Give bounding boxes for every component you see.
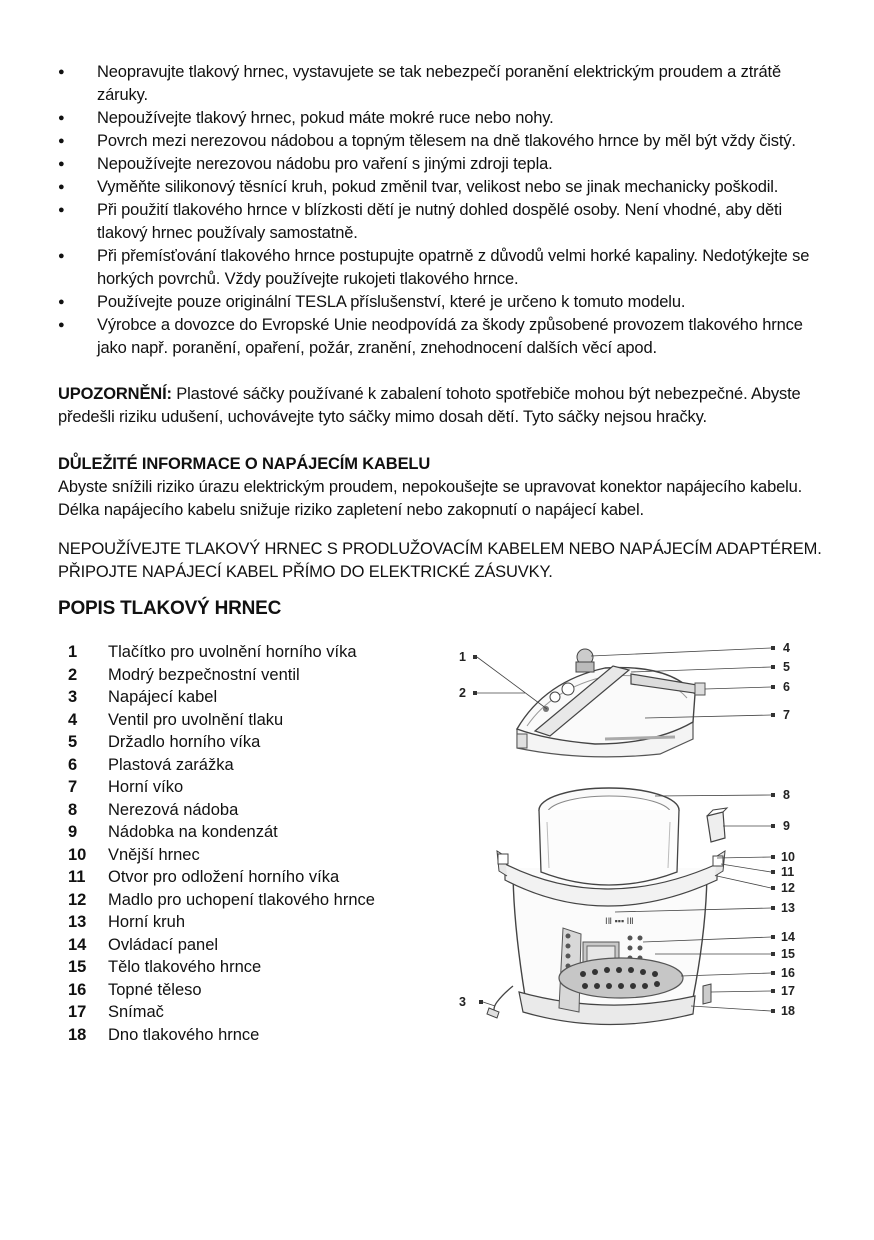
part-row xyxy=(68,866,428,889)
svg-text:ⅠⅡ ▪▪▪ ⅠⅡ: ⅠⅡ ▪▪▪ ⅠⅡ xyxy=(605,916,634,926)
warning-paragraph xyxy=(58,383,828,429)
part-label: Horní víko xyxy=(108,778,184,796)
part-label: Tělo tlakového hrnce xyxy=(108,958,262,976)
warning-text: Plastové sáčky používané k zabalení tohoto spotřebiče mohou být nebezpečné. Abyste předešli riziku udušení, uchovávejte tyto sáčky mimo dosah dětí. Tyto sáčky nejsou hračky. xyxy=(58,385,801,426)
pressure-cooker-diagram xyxy=(455,636,805,1051)
bullet-item: ● Při použití tlakového hrnce v blízkosti dětí je nutný dohled dospělé osoby. Není vhodné, aby děti tlakový hrnec používaly samostatně. xyxy=(58,199,828,245)
part-label: Topné těleso xyxy=(108,980,202,999)
part-number: 2 xyxy=(68,665,78,684)
callout-number: 11 xyxy=(781,865,795,879)
callout-number: 1 xyxy=(459,650,466,664)
bullet-item: ● Neopravujte tlakový hrnec, vystavujete se tak nebezpečí poranění elektrickým proudem a ztrátě záruky. xyxy=(58,61,828,107)
part-row xyxy=(68,776,428,799)
bullet-item: ● Používejte pouze originální TESLA příslušenství, které je určeno k tomuto modelu. xyxy=(58,291,828,314)
part-row xyxy=(68,731,428,754)
part-number: 4 xyxy=(68,710,78,729)
part-number: 8 xyxy=(68,800,78,819)
callout-number: 18 xyxy=(781,1004,795,1018)
caps-notice: NEPOUŽÍVEJTE TLAKOVÝ HRNEC S PRODLUŽOVACÍM KABELEM NEBO NAPÁJECÍM ADAPTÉREM. PŘIPOJTE NAPÁJECÍ KABEL PŘÍMO DO ELEKTRICKÉ ZÁSUVKY. xyxy=(58,540,822,581)
callout-number: 13 xyxy=(781,901,795,915)
power-cable-text: Abyste snížili riziko úrazu elektrickým proudem, nepokoušejte se upravovat konektor napájecího kabelu. Délka napájecího kabelu snižuje riziko zapletení nebo zakopnutí o napájecí kabel. xyxy=(58,478,803,519)
part-row xyxy=(68,664,428,687)
part-number: 17 xyxy=(68,1003,87,1021)
part-row xyxy=(68,979,428,1002)
part-row xyxy=(68,754,428,777)
part-row xyxy=(68,709,428,732)
callout-number: 2 xyxy=(459,686,466,700)
part-label: Horní kruh xyxy=(108,913,186,931)
callout-number: 8 xyxy=(783,788,790,802)
parts-list xyxy=(68,641,428,1046)
callout-number: 14 xyxy=(781,930,795,944)
bullet-item: ● Při přemísťování tlakového hrnce postupujte opatrně z důvodů velmi horké kapaliny. Nedotýkejte se horkých povrchů. Vždy používejte rukojeti tlakového hrnce. xyxy=(58,245,828,291)
part-number: 5 xyxy=(68,733,78,751)
safety-bullet-list xyxy=(58,61,828,360)
callout-number: 3 xyxy=(459,995,466,1009)
part-number: 12 xyxy=(68,890,87,909)
part-row xyxy=(68,934,428,957)
callout-number: 9 xyxy=(783,819,790,833)
part-number: 14 xyxy=(68,935,87,954)
bullet-item: ● Nepoužívejte nerezovou nádobu pro vaření s jinými zdroji tepla. xyxy=(58,153,828,176)
callout-number: 7 xyxy=(783,708,790,722)
callout-number: 4 xyxy=(783,641,790,655)
part-row xyxy=(68,641,428,664)
part-row xyxy=(68,799,428,822)
part-number: 13 xyxy=(68,913,87,931)
part-label: Otvor pro odložení horního víka xyxy=(108,868,340,886)
part-number: 7 xyxy=(68,778,78,796)
part-label: Nerezová nádoba xyxy=(108,800,239,819)
part-row xyxy=(68,1001,428,1024)
part-label: Snímač xyxy=(108,1003,164,1021)
part-number: 16 xyxy=(68,980,87,999)
part-label: Držadlo horního víka xyxy=(108,733,261,751)
part-row xyxy=(68,956,428,979)
part-label: Tlačítko pro uvolnění horního víka xyxy=(108,643,357,661)
part-number: 10 xyxy=(68,845,87,864)
bullet-item: ● Nepoužívejte tlakový hrnec, pokud máte mokré ruce nebo nohy. xyxy=(58,107,828,130)
part-number: 18 xyxy=(68,1025,87,1044)
pot-illustration xyxy=(487,788,725,1025)
part-label: Plastová zarážka xyxy=(108,755,234,774)
part-label: Ventil pro uvolnění tlaku xyxy=(108,710,284,729)
condensate-cup-illustration xyxy=(707,808,727,842)
callout-number: 15 xyxy=(781,947,795,961)
bullet-item: ● Vyměňte silikonový těsnící kruh, pokud změnil tvar, velikost nebo se jinak mechanicky poškodil. xyxy=(58,176,828,199)
part-label: Napájecí kabel xyxy=(108,688,218,706)
bullet-item: ● Výrobce a dovozce do Evropské Unie neodpovídá za škody způsobené provozem tlakového hrnce jako např. poranění, opaření, požár, zranění, znehodnocení dalších věcí apod. xyxy=(58,314,828,360)
part-row xyxy=(68,821,428,844)
part-row xyxy=(68,911,428,934)
part-number: 9 xyxy=(68,823,78,841)
callout-number: 17 xyxy=(781,984,795,998)
section-title: POPIS TLAKOVÝ HRNEC xyxy=(58,598,282,619)
callout-number: 6 xyxy=(783,680,790,694)
lid-illustration xyxy=(517,649,705,757)
part-label: Vnější hrnec xyxy=(108,845,200,864)
part-label: Dno tlakového hrnce xyxy=(108,1025,260,1044)
part-row xyxy=(68,686,428,709)
part-row xyxy=(68,844,428,867)
power-cable-heading: DŮLEŽITÉ INFORMACE O NAPÁJECÍM KABELU xyxy=(58,455,431,473)
bullet-item: ● Povrch mezi nerezovou nádobou a topným tělesem na dně tlakového hrnce by měl být vždy čistý. xyxy=(58,130,828,153)
part-number: 15 xyxy=(68,958,87,976)
part-row xyxy=(68,1024,428,1047)
callout-number: 5 xyxy=(783,660,790,674)
callout-number: 10 xyxy=(781,850,795,864)
part-label: Nádobka na kondenzát xyxy=(108,823,278,841)
callout-number: 12 xyxy=(781,881,795,895)
part-number: 6 xyxy=(68,755,78,774)
warning-label: UPOZORNĚNÍ: xyxy=(58,385,172,403)
part-number: 11 xyxy=(68,868,86,886)
callout-number: 16 xyxy=(781,966,795,980)
part-label: Madlo pro uchopení tlakového hrnce xyxy=(108,890,375,909)
power-cable-info xyxy=(58,453,828,522)
part-number: 3 xyxy=(68,688,78,706)
part-number: 1 xyxy=(68,643,78,661)
part-row xyxy=(68,889,428,912)
part-label: Modrý bezpečnostní ventil xyxy=(108,665,300,684)
part-label: Ovládací panel xyxy=(108,935,219,954)
